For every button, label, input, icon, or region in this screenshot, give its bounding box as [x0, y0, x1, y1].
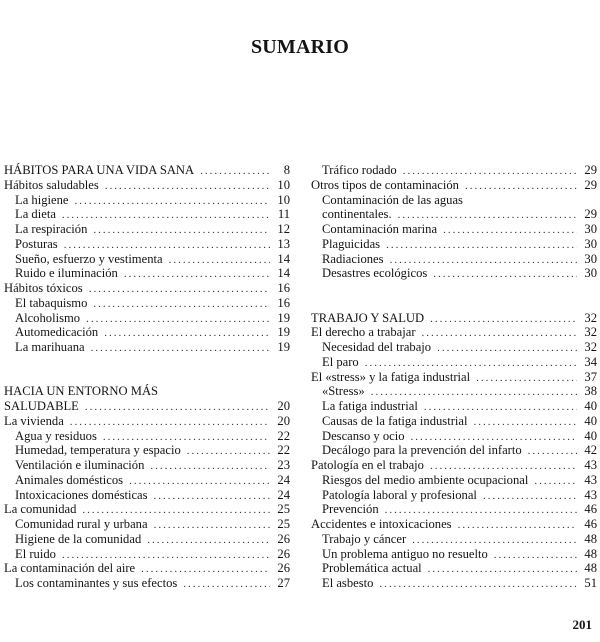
toc-subentry	[311, 222, 597, 237]
toc-entry-title: Los contaminantes y sus efectos	[15, 576, 178, 590]
dot-leader	[411, 430, 577, 444]
toc-subentry	[311, 355, 597, 370]
dot-leader	[430, 459, 577, 473]
toc-entry	[4, 281, 290, 296]
toc-page-number: 30	[584, 251, 597, 266]
toc-page-number: 46	[584, 502, 597, 517]
toc-entry-title: Ventilación e iluminación	[15, 458, 145, 472]
toc-subentry	[311, 340, 597, 355]
toc-page-number: 30	[584, 266, 597, 281]
toc-entry-title: Riesgos del medio ambiente ocupacional	[322, 472, 529, 487]
toc-subentry	[4, 576, 290, 591]
toc-entry-title: La higiene	[15, 192, 69, 207]
toc-subentry	[311, 561, 597, 576]
toc-page-number: 25	[277, 517, 290, 531]
toc-entry-title: La comunidad	[4, 502, 77, 517]
toc-entry-title: Otros tipos de contaminación	[311, 177, 459, 192]
toc-entry	[4, 178, 290, 193]
toc-entry-title: Hábitos tóxicos	[4, 281, 83, 295]
toc-page-number: 8	[283, 163, 290, 177]
dot-leader	[124, 267, 270, 281]
toc-page-number: 24	[277, 487, 290, 502]
toc-entry-title: Automedicación	[15, 325, 99, 340]
toc-entry-title: Alcoholismo	[15, 310, 81, 325]
dot-leader	[428, 562, 577, 576]
toc-page-number: 26	[277, 546, 290, 561]
toc-page-number: 34	[584, 354, 597, 369]
toc-entry	[311, 517, 597, 532]
dot-leader	[89, 282, 270, 296]
toc-subentry	[311, 163, 597, 178]
toc-entry-title: La respiración	[15, 222, 88, 236]
dot-leader	[385, 503, 577, 517]
toc-entry	[4, 384, 290, 399]
toc-page-number: 37	[584, 369, 597, 384]
toc-subentry	[4, 340, 290, 355]
dot-leader	[494, 548, 577, 562]
toc-subentry	[4, 296, 290, 311]
toc-page-number: 16	[277, 281, 290, 295]
toc-entry-title: Patología en el trabajo	[311, 458, 424, 472]
toc-entry-title: Intoxicaciones domésticas	[15, 487, 148, 502]
toc-page-number: 26	[277, 561, 290, 576]
section-spacer	[311, 281, 597, 311]
dot-leader	[528, 444, 577, 458]
toc-entry	[4, 399, 290, 414]
toc-entry-title: Prevención	[322, 502, 379, 517]
toc-subentry	[311, 399, 597, 414]
toc-page-number: 24	[277, 472, 290, 487]
toc-subentry	[311, 193, 597, 208]
toc-entry-title: La vivienda	[4, 413, 64, 428]
toc-page-number: 26	[277, 531, 290, 546]
dot-leader	[379, 577, 577, 591]
toc-entry-title: Problemática actual	[322, 561, 422, 576]
toc-subentry	[4, 443, 290, 458]
toc-subentry	[311, 473, 597, 488]
toc-entry-title: El tabaquismo	[15, 295, 88, 310]
toc-page-number: 19	[277, 340, 290, 354]
toc-entry-title: «Stress»	[322, 384, 365, 399]
dot-leader	[169, 253, 270, 267]
dot-leader	[476, 371, 577, 385]
toc-subentry	[311, 414, 597, 429]
toc-entry-title: Patología laboral y profesional	[322, 487, 477, 502]
toc-entry-title: Higiene de la comunidad	[15, 531, 142, 546]
dot-leader	[64, 238, 270, 252]
toc-page-number: 40	[584, 413, 597, 428]
toc-subentry	[4, 458, 290, 473]
toc-subentry	[4, 266, 290, 281]
toc-page-number: 48	[584, 546, 597, 561]
dot-leader	[93, 223, 270, 237]
toc-subentry	[311, 384, 597, 399]
toc-entry-title: Comunidad rural y urbana	[15, 517, 148, 531]
dot-leader	[465, 179, 577, 193]
toc-entry-title: Sueño, esfuerzo y vestimenta	[15, 251, 163, 266]
toc-entry-title: Humedad, temperatura y espacio	[15, 443, 181, 458]
toc-subentry	[4, 237, 290, 252]
toc-subentry	[4, 311, 290, 326]
toc-entry-title: Descanso y ocio	[322, 428, 405, 443]
toc-subentry	[311, 547, 597, 562]
toc-entry-title: Accidentes e intoxicaciones	[311, 517, 452, 531]
toc-entry	[311, 325, 597, 340]
toc-page-number: 40	[584, 428, 597, 443]
toc-entry-title: El ruido	[15, 546, 56, 561]
dot-leader	[70, 415, 270, 429]
toc-page-number: 10	[277, 177, 290, 192]
toc-page-number: 14	[277, 251, 290, 266]
toc-subentry	[4, 473, 290, 488]
toc-entry-title: Contaminación de las aguas	[322, 192, 463, 207]
dot-leader	[534, 474, 577, 488]
dot-leader	[154, 489, 270, 503]
dot-leader	[147, 533, 270, 547]
dot-leader	[75, 194, 271, 208]
dot-leader	[104, 326, 270, 340]
toc-entry-title: La dieta	[15, 207, 56, 222]
toc-page-number: 29	[584, 163, 597, 177]
toc-page-number: 38	[584, 384, 597, 399]
dot-leader	[129, 474, 270, 488]
toc-subentry	[311, 266, 597, 281]
toc-entry-title: La contaminación del aire	[4, 561, 136, 576]
toc-subentry	[311, 237, 597, 252]
toc-page-number: 40	[584, 399, 597, 413]
toc-entry-title: Posturas	[15, 236, 58, 251]
toc-subentry	[4, 207, 290, 222]
toc-entry-title: Hábitos saludables	[4, 177, 99, 192]
toc-page-number: 43	[584, 472, 597, 487]
toc-page-number: 22	[277, 443, 290, 458]
toc-entry-title: Trabajo y cáncer	[322, 531, 407, 546]
dot-leader	[200, 164, 270, 178]
dot-leader	[430, 312, 577, 326]
toc-page-number: 19	[277, 310, 290, 325]
toc-page-number: 25	[277, 502, 290, 517]
dot-leader	[390, 253, 577, 267]
toc-entry-title: HACIA UN ENTORNO MÁS	[4, 384, 159, 399]
toc-page-number: 30	[584, 236, 597, 251]
toc-subentry	[311, 532, 597, 547]
toc-entry-title: HÁBITOS PARA UNA VIDA SANA	[4, 163, 195, 177]
toc-entry-title: Un problema antiguo no resuelto	[322, 546, 488, 561]
toc-entry-title: El derecho a trabajar	[311, 325, 416, 340]
toc-page-number: 29	[584, 177, 597, 192]
toc-right-column	[311, 163, 597, 591]
toc-subentry	[4, 193, 290, 208]
dot-leader	[187, 444, 270, 458]
toc-subentry	[311, 207, 597, 222]
toc-subentry	[4, 325, 290, 340]
dot-leader	[424, 400, 577, 414]
toc-entry-title: Causas de la fatiga industrial	[322, 413, 468, 428]
toc-entry-title: El «stress» y la fatiga industrial	[311, 369, 471, 384]
toc-subentry	[311, 488, 597, 503]
toc-entry-title: Plaguicidas	[322, 236, 381, 251]
toc-page-number: 27	[277, 576, 290, 590]
dot-leader	[62, 208, 270, 222]
toc-subentry	[4, 222, 290, 237]
toc-page-number: 32	[584, 310, 597, 325]
toc-entry-title: Necesidad del trabajo	[322, 340, 432, 354]
toc-page-number: 23	[277, 458, 290, 472]
toc-page-number: 16	[277, 295, 290, 310]
dot-leader	[85, 400, 270, 414]
toc-subentry	[4, 429, 290, 444]
toc-entry-title: Tráfico rodado	[322, 163, 397, 177]
toc-subentry	[311, 252, 597, 267]
dot-leader	[82, 503, 270, 517]
dot-leader	[103, 430, 270, 444]
dot-leader	[412, 533, 577, 547]
toc-page-number: 42	[584, 443, 597, 458]
toc-subentry	[4, 252, 290, 267]
toc-entry-title: Radiaciones	[322, 251, 384, 266]
dot-leader	[62, 548, 270, 562]
dot-leader	[86, 312, 270, 326]
toc-subentry	[4, 517, 290, 532]
toc-subentry	[311, 502, 597, 517]
toc-page-number: 46	[584, 517, 597, 531]
toc-entry-title: continentales.	[322, 207, 392, 222]
toc-page-number: 14	[277, 266, 290, 281]
dot-leader	[398, 208, 577, 222]
toc-page-number: 51	[584, 576, 597, 590]
toc-page-number: 43	[584, 458, 597, 472]
toc-page-number: 12	[277, 222, 290, 236]
dot-leader	[422, 326, 577, 340]
dot-leader	[403, 164, 577, 178]
toc-entry-title: Contaminación marina	[322, 222, 438, 236]
toc-entry-title: El asbesto	[322, 576, 374, 590]
toc-entry	[311, 311, 597, 326]
toc-page-number: 20	[277, 413, 290, 428]
toc-entry-title: Agua y residuos	[15, 428, 97, 443]
dot-leader	[371, 385, 577, 399]
toc-entry-title: Decálogo para la prevención del infarto	[322, 443, 522, 458]
toc-page-number: 22	[277, 428, 290, 443]
dot-leader	[483, 489, 577, 503]
toc-page-number: 13	[277, 236, 290, 251]
toc-entry-title: El paro	[322, 354, 359, 369]
toc-subentry	[4, 488, 290, 503]
toc-page-number: 19	[277, 325, 290, 340]
toc-entry-title: Desastres ecológicos	[322, 266, 428, 281]
toc-page-number: 11	[277, 207, 290, 222]
dot-leader	[474, 415, 578, 429]
toc-entry	[4, 414, 290, 429]
toc-subentry	[4, 532, 290, 547]
dot-leader	[437, 341, 577, 355]
dot-leader	[386, 238, 577, 252]
toc-subentry	[311, 443, 597, 458]
dot-leader	[458, 518, 577, 532]
toc-page-number: 10	[277, 192, 290, 207]
toc-page-number: 32	[584, 340, 597, 354]
toc-left-column	[4, 163, 290, 591]
toc-page-number: 30	[584, 222, 597, 236]
toc-page-number: 43	[584, 487, 597, 502]
dot-leader	[365, 356, 577, 370]
dot-leader	[443, 223, 577, 237]
dot-leader	[150, 459, 270, 473]
toc-entry-title: Animales domésticos	[15, 472, 124, 487]
dot-leader	[433, 267, 577, 281]
toc-entry-title: TRABAJO Y SALUD	[311, 310, 425, 325]
dot-leader	[183, 577, 270, 591]
page-title: SUMARIO	[250, 36, 350, 58]
dot-leader	[141, 562, 270, 576]
toc-page-number: 48	[584, 531, 597, 546]
dot-leader	[93, 297, 270, 311]
toc-subentry	[311, 576, 597, 591]
toc-page-number: 48	[584, 561, 597, 576]
toc-entry	[311, 370, 597, 385]
dot-leader	[154, 518, 270, 532]
page-number: 201	[572, 617, 592, 632]
section-spacer	[4, 355, 290, 385]
toc-entry-title: SALUDABLE	[4, 399, 79, 413]
toc-page-number: 29	[584, 207, 597, 222]
toc-entry-title: La marihuana	[15, 340, 85, 354]
toc-entry-title: Ruido e iluminación	[15, 266, 118, 281]
dot-leader	[91, 341, 270, 355]
toc-subentry	[311, 429, 597, 444]
toc-entry	[311, 178, 597, 193]
toc-entry	[4, 502, 290, 517]
toc-entry	[4, 163, 290, 178]
toc-entry-title: La fatiga industrial	[322, 399, 418, 413]
toc-subentry	[4, 547, 290, 562]
toc-entry	[4, 561, 290, 576]
toc-page-number: 32	[584, 325, 597, 340]
dot-leader	[105, 179, 270, 193]
toc-entry	[311, 458, 597, 473]
toc-page-number: 20	[277, 399, 290, 413]
